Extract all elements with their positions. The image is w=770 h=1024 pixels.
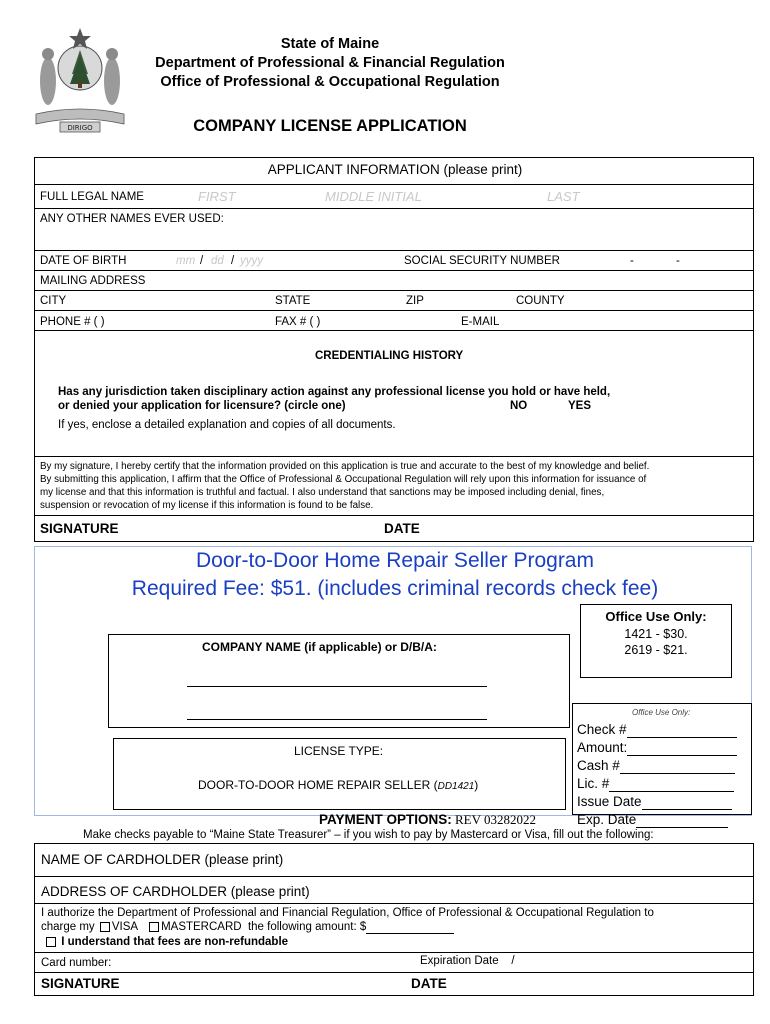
mastercard-checkbox[interactable]: [149, 922, 159, 932]
amount-field[interactable]: [366, 921, 454, 934]
ssn-label: SOCIAL SECURITY NUMBER: [404, 255, 560, 267]
fee-1421: 1421 - $30.: [624, 627, 688, 641]
answer-no[interactable]: NO: [510, 400, 528, 412]
expiration-date-field[interactable]: Expiration Date /: [420, 955, 515, 967]
company-name-label: COMPANY NAME (if applicable) or D/B/A:: [202, 640, 437, 654]
card-date-field[interactable]: DATE: [411, 976, 447, 991]
denied-question: or denied your application for licensure? (circle one): [58, 400, 346, 412]
program-title: Door-to-Door Home Repair Seller Program: [196, 549, 594, 572]
cardholder-address-field[interactable]: ADDRESS OF CARDHOLDER (please print): [41, 884, 310, 899]
dob-slash: /: [231, 255, 235, 267]
applicant-signature-field[interactable]: SIGNATURE: [40, 521, 119, 536]
lic-number-label: Lic. #: [577, 776, 734, 792]
company-dba-line[interactable]: [187, 719, 487, 720]
office-use-title: Office Use Only:: [605, 609, 707, 624]
non-refundable-line: I understand that fees are non-refundable: [44, 936, 288, 948]
header-office: Office of Professional & Occupational Regulation: [160, 74, 500, 90]
dob-slash: /: [200, 255, 204, 267]
email-label: E-MAIL: [461, 316, 500, 328]
checks-payable-note: Make checks payable to “Maine State Treasurer” – if you wish to pay by Mastercard or Visa, fill out the following:: [83, 829, 654, 841]
check-number-label: Check #: [577, 722, 737, 738]
amount-label: Amount:: [577, 740, 737, 756]
certify-text: By submitting this application, I affirm that the Office of Professional & Occupational Regulation will rely upon this information for issuance of: [40, 474, 647, 485]
certify-text: By my signature, I hereby certify that the information provided on this application is true and accurate to the best of my knowledge and belief.: [40, 461, 650, 472]
program-fee: Required Fee: $51. (includes criminal records check fee): [131, 577, 659, 600]
city-label: CITY: [40, 295, 67, 307]
mailing-address-label: MAILING ADDRESS: [40, 275, 146, 287]
issue-date-label: Issue Date: [577, 794, 732, 810]
county-label: COUNTY: [516, 295, 565, 307]
dob-day-field[interactable]: dd: [211, 255, 224, 267]
state-label: STATE: [275, 295, 311, 307]
dob-year-field[interactable]: yyyy: [240, 255, 263, 267]
authorize-text: I authorize the Department of Professional and Financial Regulation, Office of Professional & Occupational Regulation to: [41, 907, 654, 919]
zip-label: ZIP: [406, 295, 424, 307]
answer-yes[interactable]: YES: [568, 400, 592, 412]
middle-initial-field[interactable]: MIDDLE INITIAL: [325, 189, 422, 204]
applicant-section-title: APPLICANT INFORMATION (please print): [267, 162, 523, 177]
fax-label: FAX # ( ): [275, 316, 321, 328]
non-refundable-checkbox[interactable]: [46, 937, 56, 947]
first-name-field[interactable]: FIRST: [198, 189, 236, 204]
other-names-label: ANY OTHER NAMES EVER USED:: [40, 213, 224, 225]
applicant-date-field[interactable]: DATE: [384, 521, 420, 536]
full-legal-name-label: FULL LEGAL NAME: [40, 191, 144, 203]
svg-text:DIRIGO: DIRIGO: [67, 124, 93, 132]
disciplinary-question: Has any jurisdiction taken disciplinary action against any professional license you hold or have held,: [58, 386, 611, 398]
office-use-small: Office Use Only:: [632, 708, 691, 717]
payment-options-title: PAYMENT OPTIONS: REV 03282022: [319, 812, 536, 827]
certify-text: suspension or revocation of my license if this information is found to be false.: [40, 500, 374, 511]
header-department: Department of Professional & Financial Regulation: [155, 55, 505, 71]
fee-2619: 2619 - $21.: [624, 643, 688, 657]
ssn-dash: -: [630, 255, 634, 267]
exp-date-label: Exp. Date: [577, 812, 728, 828]
license-type-label: LICENSE TYPE:: [294, 744, 384, 758]
visa-checkbox[interactable]: [100, 922, 110, 932]
date-of-birth-label: DATE OF BIRTH: [40, 255, 127, 267]
license-type-value: DOOR-TO-DOOR HOME REPAIR SELLER (DD1421): [198, 778, 479, 792]
phone-label: PHONE # ( ): [40, 316, 105, 328]
certify-text: my license and that this information is truthful and factual. I also understand that sanctions may be imposed including denial, fines,: [40, 487, 605, 498]
if-yes-note: If yes, enclose a detailed explanation and copies of all documents.: [58, 419, 396, 431]
credentialing-title: CREDENTIALING HISTORY: [315, 350, 464, 362]
ssn-dash: -: [676, 255, 680, 267]
header-state: State of Maine: [280, 36, 380, 52]
cardholder-name-field[interactable]: NAME OF CARDHOLDER (please print): [41, 852, 284, 867]
form-title: COMPANY LICENSE APPLICATION: [193, 117, 467, 135]
last-name-field[interactable]: LAST: [547, 189, 580, 204]
company-name-line[interactable]: [187, 686, 487, 687]
dob-month-field[interactable]: mm: [176, 255, 196, 267]
card-number-field[interactable]: Card number:: [41, 957, 112, 969]
cash-number-label: Cash #: [577, 758, 735, 774]
charge-line: charge my VISA MASTERCARD the following amount: $: [41, 921, 454, 934]
card-signature-field[interactable]: SIGNATURE: [41, 976, 120, 991]
